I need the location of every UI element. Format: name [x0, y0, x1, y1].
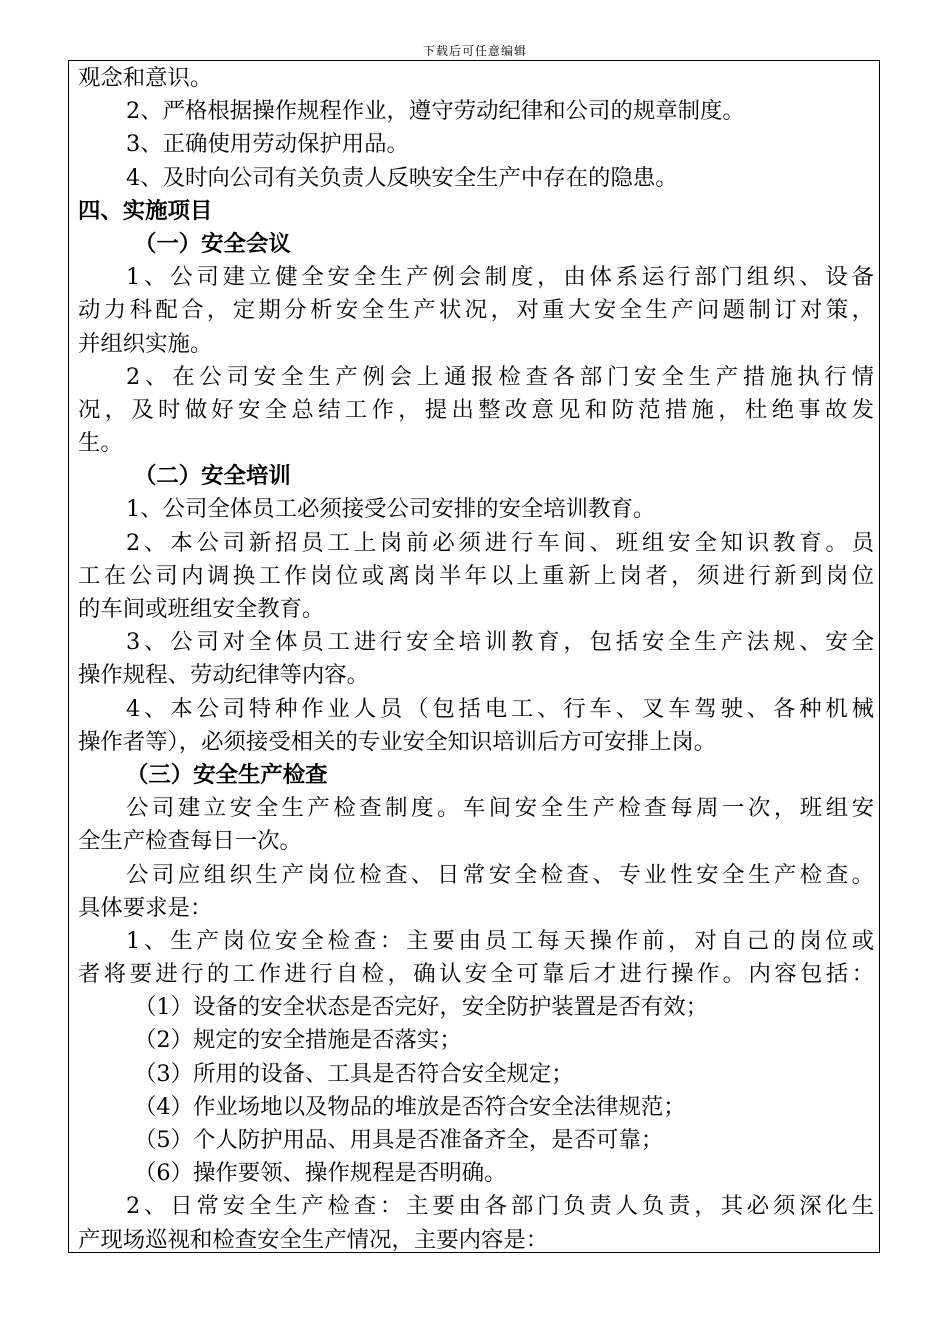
paragraph-line: 4、及时向公司有关负责人反映安全生产中存在的隐患。	[126, 164, 678, 191]
header-note: 下载后可任意编辑	[422, 44, 527, 58]
paragraph-line: 2、严格根据操作规程作业，遵守劳动纪律和公司的规章制度。	[126, 98, 745, 125]
paragraph-line: 公司建立安全生产检查制度。车间安全生产检查每周一次，班组安	[126, 795, 874, 822]
body-line: 生。	[78, 430, 123, 457]
body-line: 观念和意识。	[78, 65, 213, 91]
paragraph-line: 公司应组织生产岗位检查、日常安全检查、专业性安全生产检查。	[126, 861, 874, 888]
list-item: （6）操作要领、操作规程是否明确。	[134, 1160, 507, 1187]
paragraph-line: 1、公司全体员工必须接受公司安排的安全培训教育。	[126, 496, 656, 523]
body-line: 者将要进行的工作进行自检，确认安全可靠后才进行操作。内容包括：	[78, 961, 874, 988]
paragraph-line: 3、公司对全体员工进行安全培训教育，包括安全生产法规、安全	[126, 629, 874, 656]
body-line: 动力科配合，定期分析安全生产状况，对重大安全生产问题制订对策，	[78, 297, 874, 324]
body-line: 的车间或班组安全教育。	[78, 596, 325, 622]
subsection-heading: （三）安全生产检查	[126, 761, 328, 788]
paragraph-line: 1、公司建立健全安全生产例会制度，由体系运行部门组织、设备	[126, 264, 874, 291]
paragraph-line: 2、日常安全生产检查：主要由各部门负责人负责，其必须深化生	[126, 1193, 874, 1220]
list-item: （1）设备的安全状态是否完好，安全防护装置是否有效；	[134, 994, 709, 1021]
list-item: （4）作业场地以及物品的堆放是否符合安全法律规范；	[134, 1093, 686, 1120]
subsection-heading: （一）安全会议	[134, 230, 291, 257]
body-line: 操作规程、劳动纪律等内容。	[78, 662, 370, 689]
subsection-heading: （二）安全培训	[134, 463, 291, 490]
body-line: 产现场巡视和检查安全生产情况，主要内容是：	[78, 1226, 549, 1253]
list-item: （2）规定的安全措施是否落实；	[134, 1027, 462, 1054]
body-line: 并组织实施。	[78, 330, 213, 357]
document-body	[78, 62, 874, 1257]
body-line: 况，及时做好安全总结工作，提出整改意见和防范措施，杜绝事故发	[78, 396, 874, 423]
body-line: 具体要求是：	[78, 894, 213, 921]
paragraph-line: 4、本公司特种作业人员（包括电工、行车、叉车驾驶、各种机械	[126, 695, 874, 722]
paragraph-line: 2、本公司新招员工上岗前必须进行车间、班组安全知识教育。员	[126, 529, 874, 556]
list-item: （5）个人防护用品、用具是否准备齐全，是否可靠；	[134, 1127, 664, 1153]
section-heading: 四、实施项目	[78, 197, 213, 224]
body-line: 工在公司内调换工作岗位或离岗半年以上重新上岗者，须进行新到岗位	[78, 562, 874, 589]
paragraph-line: 3、正确使用劳动保护用品。	[126, 131, 409, 158]
body-line: 全生产检查每日一次。	[78, 828, 302, 855]
paragraph-line: 1、生产岗位安全检查：主要由员工每天操作前，对自己的岗位或	[126, 927, 874, 954]
paragraph-line: 2、在公司安全生产例会上通报检查各部门安全生产措施执行情	[126, 363, 874, 390]
body-line: 操作者等），必须接受相关的专业安全知识培训后方可安排上岗。	[78, 728, 717, 755]
list-item: （3）所用的设备、工具是否符合安全规定；	[134, 1060, 574, 1087]
